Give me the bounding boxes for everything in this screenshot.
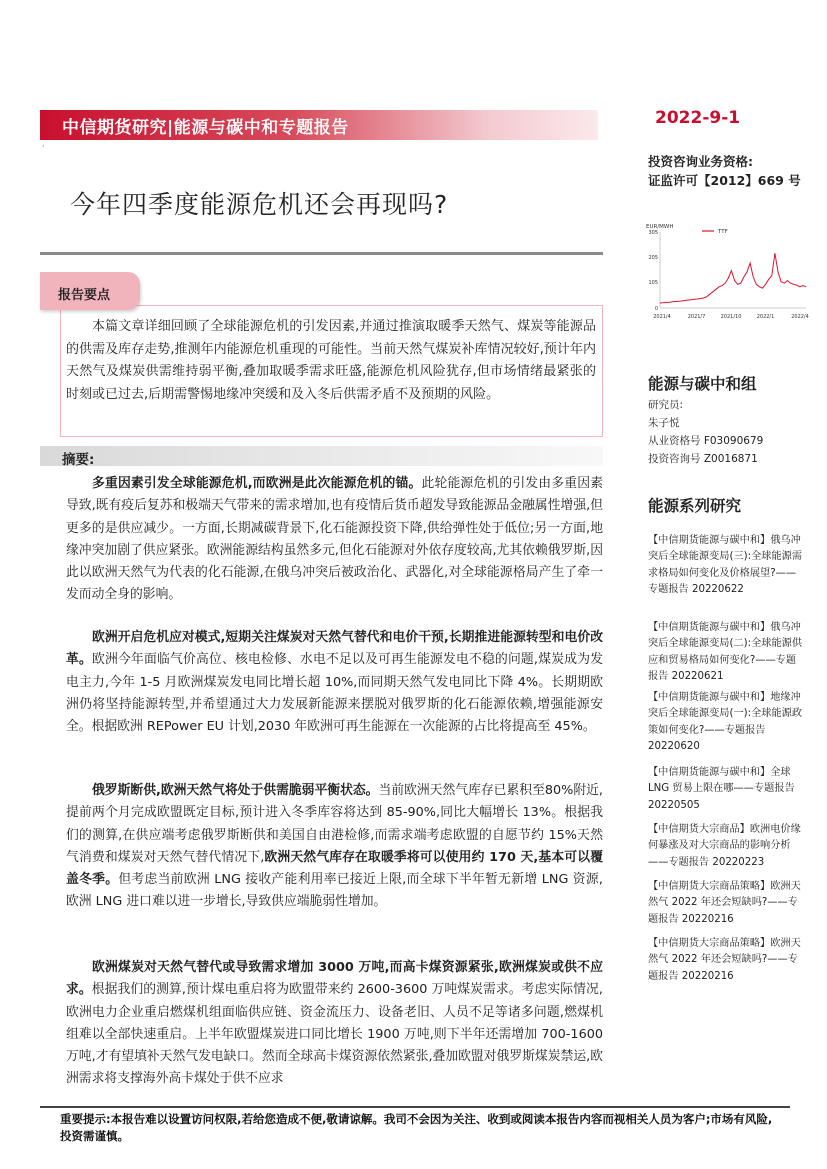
- y-tick-label: 205: [648, 254, 658, 261]
- y-tick-label: 0: [654, 306, 658, 312]
- abstract-paragraph-2: [66, 627, 603, 738]
- abstract-paragraph-3: [66, 780, 603, 914]
- paragraph-lead: 欧洲开启危机应对模式,短期关注煤炭对天然气替代和电价干预,长期推进能源转型和电价改革。: [66, 630, 603, 668]
- ttf-price-chart: [646, 220, 810, 322]
- series-title: 能源系列研究: [648, 497, 742, 515]
- abstract-bar: [40, 446, 603, 466]
- related-report-1[interactable]: 【中信期货能源与碳中和】俄乌冲突后全球能源变局(三):全球能源需求格局如何变化及价格展望?——专题报告 20220622: [648, 535, 803, 595]
- report-series-label: 中信期货研究|能源与碳中和专题报告: [62, 118, 349, 138]
- paragraph-lead: 俄罗斯断供,欧洲天然气将处于供需脆弱平衡状态。: [92, 783, 379, 798]
- related-report-5[interactable]: 【中信期货大宗商品】欧洲电价缘何暴涨及对大宗商品的影响分析——专题报告 20220223: [648, 824, 801, 868]
- related-report-4[interactable]: 【中信期货能源与碳中和】全球 LNG 贸易上限在哪——专题报告 20220505: [648, 767, 795, 811]
- footer-disclaimer: 重要提示:本报告难以设置访问权限,若给您造成不便,敬请谅解。我司不会因为关注、收到或阅读本报告内容而视相关人员为客户;市场有风险,投资需谨慎。: [60, 1112, 773, 1143]
- paragraph-body: 此轮能源危机的引发由多重因素导致,既有疫后复苏和极端天气带来的需求增加,也有疫情后货币超发导致能源品金融属性增强,但更多的是供应减少。一方面,长期减碳背景下,化石能源投资下降,供给弹性处于低位;另一方面,地缘冲突加剧了供应紧张。欧洲能源结构虽然多元,但化石能源对外依存度较高,尤其依赖俄罗斯,因此以欧洲天然气为代表的化石能源,在俄乌冲突后被政治化、武器化,对全球能源格局产生了牵一发而动全身的影响。: [66, 476, 603, 603]
- group-title: 能源与碳中和组: [648, 375, 757, 393]
- key-points-label: 报告要点: [58, 288, 111, 303]
- advisory-number: 投资咨询号 Z0016871: [648, 453, 758, 465]
- paragraph-body: 根据我们的测算,预计煤电重启将为欧盟带来约 2600-3600 万吨煤炭需求。考虑实际情况,欧洲电力企业重启燃煤机组面临供应链、资金流压力、设备老旧、人员不足等诸多问题,燃煤机组难以全部快速重启。上半年欧盟煤炭进口同比增长 1900 万吨,则下半年还需增加 700-1600 万吨,才有望填补天然气发电缺口。然而全球高卡煤资源依然紧张,叠加欧盟对俄罗斯煤炭禁运,欧洲需求将支撑海外高卡煤处于供不应求: [66, 982, 604, 1087]
- y-tick-label: 105: [648, 279, 658, 286]
- title-divider: [40, 252, 603, 255]
- bullet-dot: ·: [42, 142, 45, 151]
- chart-ylabel: EUR/MWH: [646, 224, 674, 230]
- x-tick-label: 2022/4: [791, 314, 809, 320]
- paragraph-body: 欧洲今年面临气价高位、核电检修、水电不足以及可再生能源发电不稳的问题,煤炭成为发电主力,今年 1-5 月欧洲煤炭发电同比增长超 10%,而同期天然气发电同比下降 4%。长期期欧洲仍将坚持能源转型,并希望通过大力发展新能源来摆脱对俄罗斯的化石能源依赖,增强能源安全。根据欧洲 REPower EU 计划,2030 年欧洲可再生能源在一次能源的占比将提高至 45%。: [66, 652, 603, 735]
- license-number: 从业资格号 F03090679: [648, 435, 764, 447]
- related-report-2[interactable]: 【中信期货能源与碳中和】俄乌冲突后全球能源变局(二):全球能源供应和贸易格局如何变化?——专题报告 20220621: [648, 622, 803, 682]
- researcher-label: 研究员:: [648, 399, 684, 411]
- researcher-info: [648, 396, 763, 468]
- report-date: 2022-9-1: [655, 108, 741, 128]
- related-report-7[interactable]: 【中信期货大宗商品策略】欧洲天然气 2022 年还会短缺吗?——专题报告 20220216: [648, 938, 801, 982]
- footer-divider: [40, 1106, 790, 1108]
- abstract-paragraph-1: [66, 473, 603, 607]
- researcher-name: 朱子悦: [648, 417, 680, 429]
- related-report-6[interactable]: 【中信期货大宗商品策略】欧洲天然气 2022 年还会短缺吗?——专题报告 20220216: [648, 881, 801, 925]
- abstract-paragraph-4: [66, 957, 603, 1091]
- qualification: [648, 152, 801, 190]
- key-points-text: 本篇文章详细回顾了全球能源危机的引发因素,并通过推演取暖季天然气、煤炭等能源品的供需及库存走势,推测年内能源危机重现的可能性。当前天然气煤炭补库情况较好,预计年内天然气及煤炭供需维持弱平衡,叠加取暖季需求旺盛,能源危机风险犹存,但市场情绪最紧张的时刻或已过去,后期需警惕地缘冲突缓和及入冬后供需矛盾不及预期的风险。: [66, 319, 596, 402]
- paragraph-body: 当前欧洲天然气库存已累积至80%附近,提前两个月完成欧盟既定目标,预计进入冬季库容将达到 85-90%,同比大幅增长 13%。根据我们的测算,在供应端考虑俄罗斯断供和美国自由港检修,而需求端考虑欧盟的自愿节约 15%天然气消费和煤炭对天然气替代情况下,: [66, 783, 603, 865]
- ttf-series-line: [660, 253, 806, 303]
- abstract-label: 摘要:: [62, 452, 95, 468]
- paragraph-lead: 多重因素引发全球能源危机,而欧洲是此次能源危机的锚。: [92, 476, 422, 491]
- x-tick-label: 2021/7: [687, 314, 706, 320]
- paragraph-body-2: 但考虑当前欧洲 LNG 接收产能利用率已接近上限,而全球下半年暂无新增 LNG 资源,欧洲 LNG 进口难以进一步增长,导致供应端脆弱性增加。: [66, 872, 603, 910]
- x-tick-label: 2022/1: [756, 314, 775, 320]
- qualification-line: 投资咨询业务资格:: [648, 154, 753, 169]
- y-tick-label: 305: [648, 230, 658, 236]
- x-tick-label: 2021/10: [720, 314, 742, 320]
- qualification-license: 证监许可【2012】669 号: [648, 173, 801, 188]
- paragraph-lead: 欧洲煤炭对天然气替代或导致需求增加 3000 万吨,而高卡煤资源紧张,欧洲煤炭或供不应求。: [66, 960, 603, 998]
- paragraph-emphasis: 欧洲天然气库存在取暖季将可以使用约 170 天,基本可以覆盖冬季。: [66, 849, 603, 888]
- x-tick-label: 2021/4: [653, 314, 671, 320]
- page-title: 今年四季度能源危机还会再现吗?: [70, 190, 449, 219]
- related-report-3[interactable]: 【中信期货能源与碳中和】地缘冲突后全球能源变局(一):全球能源政策如何变化?——专题报告 20220620: [648, 692, 803, 752]
- legend-label: TTF: [718, 229, 728, 235]
